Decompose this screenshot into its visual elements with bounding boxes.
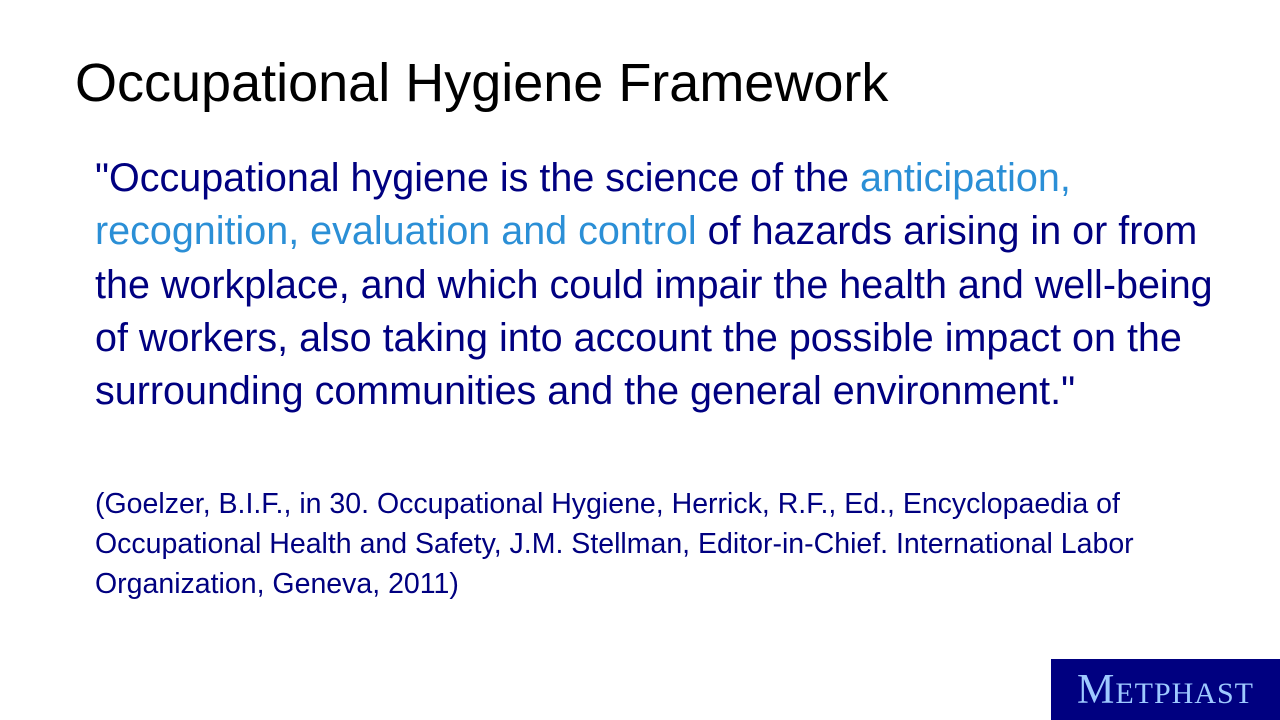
definition-prefix: "Occupational hygiene is the science of the [95,156,860,200]
metphast-logo [1051,659,1280,720]
citation: (Goelzer, B.I.F., in 30. Occupational Hygiene, Herrick, R.F., Ed., Encyclopaedia of Occupational Health and Safety, J.M. Stellman, Editor-in-Chief. International Labor Organization, Geneva, 2011) [95,488,1134,600]
slide-title: Occupational Hygiene Framework [75,53,889,113]
definition-quote [95,152,1245,418]
definition-suffix: of hazards arising in or from the workplace, and which could impair the health and well-being of workers, also taking into account the possible impact on the surrounding communities and the general environment." [95,209,1213,414]
logo-first-letter: M [1076,666,1116,713]
definition-highlight: anticipation, recognition, evaluation and control [95,156,1071,254]
logo-rest: ETPHAST [1115,676,1255,710]
logo-text [1076,666,1255,713]
